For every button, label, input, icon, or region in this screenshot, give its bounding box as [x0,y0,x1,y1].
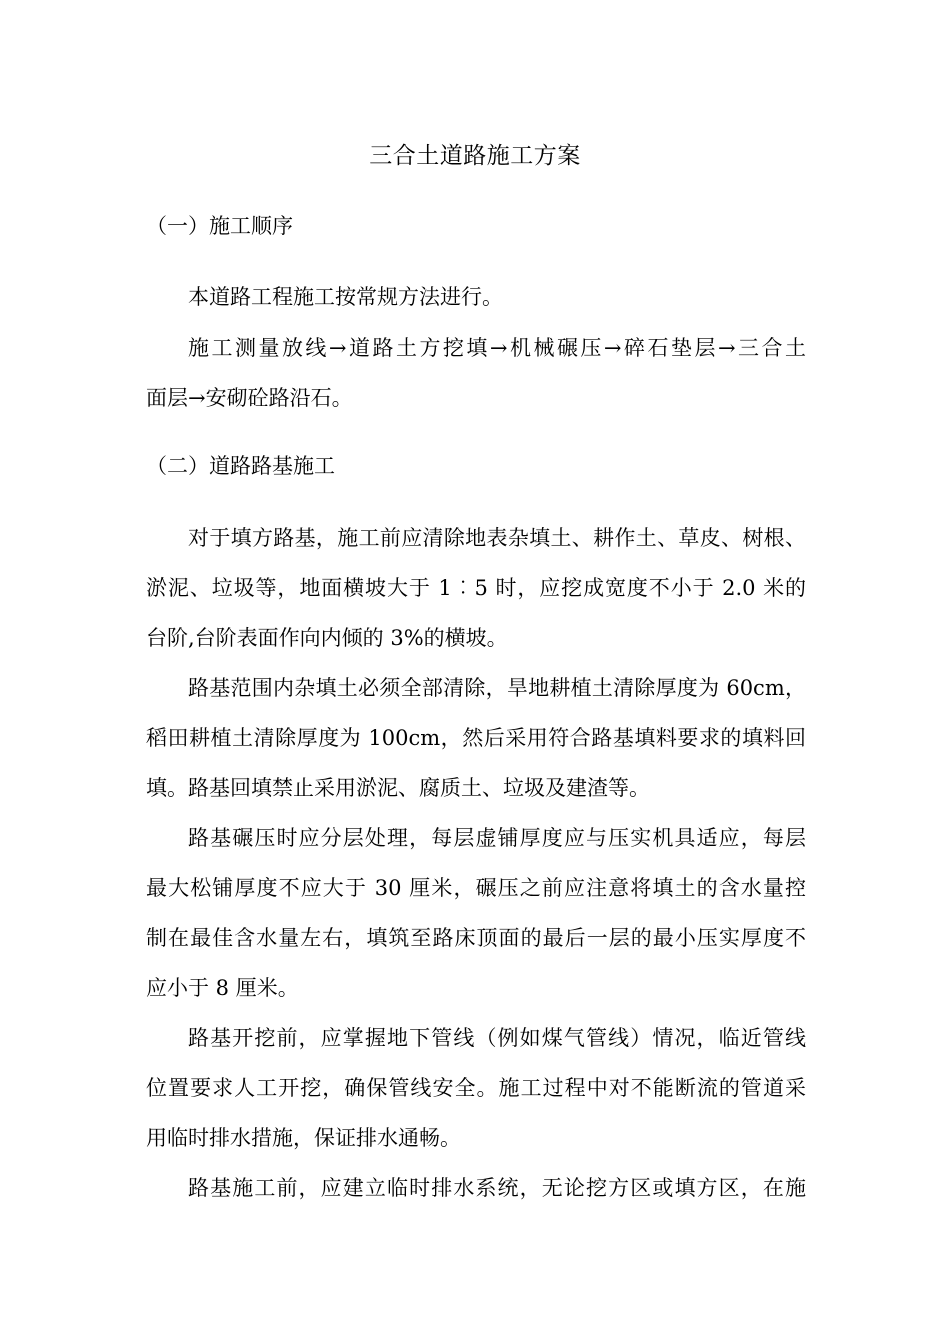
paragraph-line: 路基碾压时应分层处理，每层虚铺厚度应与压实机具适应，每层 [188,826,806,850]
document-title: 三合土道路施工方案 [369,143,581,169]
paragraph-line: 制在最佳含水量左右，填筑至路床顶面的最后一层的最小压实厚度不 [146,926,806,950]
section-heading-1: （一）施工顺序 [146,214,293,238]
paragraph [146,1013,806,1163]
paragraph-line: 台阶,台阶表面作向内倾的 3%的横坡。 [146,626,508,650]
paragraph-line: 应小于 8 厘米。 [146,976,299,1000]
paragraph-line: 最大松铺厚度不应大于 30 厘米，碾压之前应注意将填土的含水量控 [146,876,806,900]
paragraph-line: 位置要求人工开挖，确保管线安全。施工过程中对不能断流的管道采 [146,1076,806,1100]
section-heading-2: （二）道路路基施工 [146,454,335,478]
paragraph [146,513,806,663]
paragraph-line: 用临时排水措施，保证排水通畅。 [146,1126,461,1150]
paragraph [146,813,806,1013]
paragraph-line: 稻田耕植土清除厚度为 100cm，然后采用符合路基填料要求的填料回 [146,726,806,750]
paragraph-line: 对于填方路基，施工前应清除地表杂填土、耕作土、草皮、树根、 [188,526,806,550]
paragraph-line: 路基开挖前，应掌握地下管线（例如煤气管线）情况，临近管线 [188,1026,806,1050]
paragraph-line: 施工测量放线→道路土方挖填→机械碾压→碎石垫层→三合土 [188,336,806,360]
paragraph [146,663,806,813]
paragraph-line: 面层→安砌砼路沿石。 [146,386,353,410]
paragraph [146,323,806,423]
paragraph [146,1163,806,1213]
paragraph-line: 本道路工程施工按常规方法进行。 [188,285,503,309]
paragraph [146,272,806,322]
paragraph-line: 路基施工前，应建立临时排水系统，无论挖方区或填方区，在施 [188,1176,806,1200]
paragraph-line: 淤泥、垃圾等，地面横坡大于 1︰5 时，应挖成宽度不小于 2.0 米的 [146,576,806,600]
paragraph-line: 填。路基回填禁止采用淤泥、腐质土、垃圾及建渣等。 [146,776,650,800]
paragraph-line: 路基范围内杂填土必须全部清除，旱地耕植土清除厚度为 60cm， [188,676,806,700]
